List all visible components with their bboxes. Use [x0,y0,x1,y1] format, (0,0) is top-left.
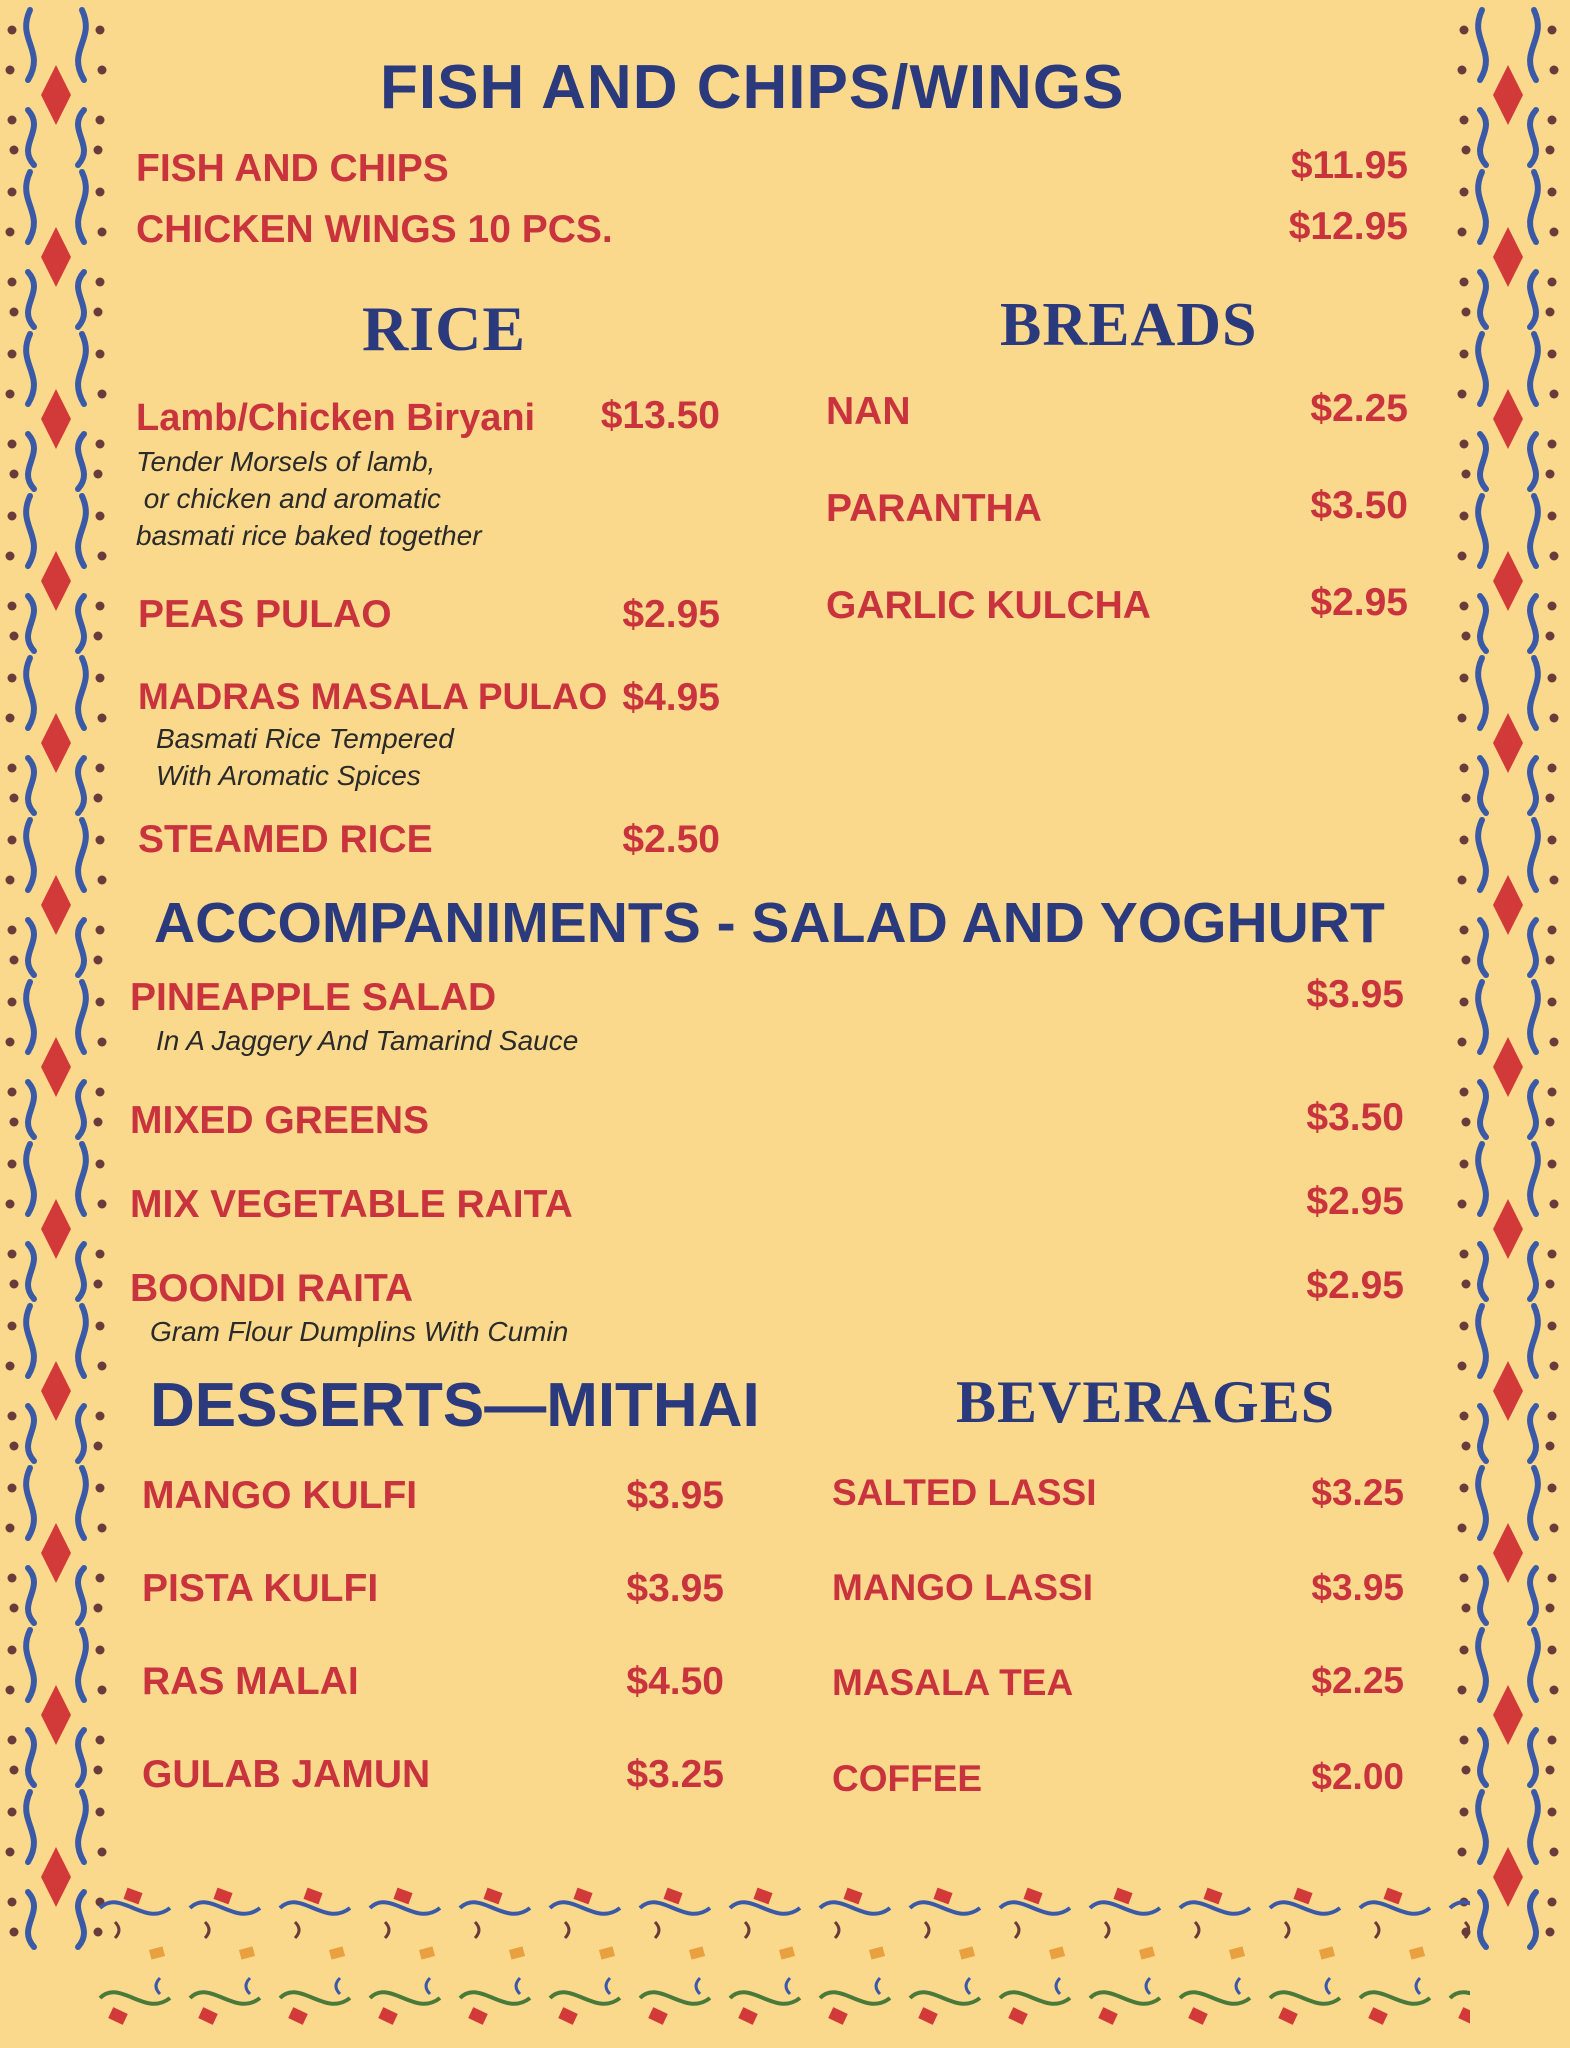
accompaniments-heading: ACCOMPANIMENTS - SALAD AND YOGHURT [154,891,1385,955]
border-motif [1458,820,1559,975]
fish-and-chips-heading: FISH AND CHIPS/WINGS [380,53,1125,122]
border-motif [820,1888,890,2025]
menu-item-name: SALTED LASSI [832,1472,1097,1513]
border-motif [1458,982,1559,1137]
menu-item-price: $2.00 [1311,1756,1404,1797]
menu-item-price: $12.95 [1288,205,1408,248]
menu-item-description: Basmati Rice Tempered With Aromatic Spices [156,723,454,791]
menu-item-description: Gram Flour Dumplins With Cumin [150,1316,569,1347]
menu-item-price: $3.50 [1310,484,1408,527]
menu-item-name: COFFEE [832,1758,983,1799]
border-motif [100,1888,170,2025]
border-motif [1458,1144,1559,1299]
border-motif [910,1888,980,2025]
menu-item-price: $4.95 [622,676,720,719]
menu-item-name: RAS MALAI [142,1660,359,1703]
menu-item-name: PEAS PULAO [138,593,392,636]
border-motif [6,496,107,651]
border-motif [1458,658,1559,813]
menu-item-name: STEAMED RICE [138,818,433,861]
border-motif [6,820,107,975]
menu-item-price: $4.50 [626,1660,724,1703]
menu-item-name: CHICKEN WINGS 10 PCS. [136,208,613,251]
menu-item-price: $3.95 [1306,973,1404,1016]
menu-item-name: BOONDI RAITA [130,1267,414,1310]
border-motif [6,1144,107,1299]
border-motif [1090,1888,1160,2025]
menu-item-price: $3.95 [1311,1567,1404,1608]
border-motif [6,172,107,327]
border-motif [6,1630,107,1785]
menu-item-name: GULAB JAMUN [142,1753,431,1796]
border-motif [280,1888,350,2025]
border-motif [460,1888,530,2025]
menu-item-price: $3.95 [626,1474,724,1517]
border-motif [6,1468,107,1623]
border-motif [1458,496,1559,651]
menu-item-price: $3.25 [626,1753,724,1796]
border-motif [6,10,107,165]
menu-item-description: Tender Morsels of lamb, or chicken and aromatic basmati rice baked together [136,446,482,551]
border-motif [1458,1306,1559,1461]
border-motif [730,1888,800,2025]
border-motif [640,1888,710,2025]
border-motif [1458,172,1559,327]
menu-item-name: Lamb/Chicken Biryani [136,397,536,439]
border-motif [550,1888,620,2025]
menu-item-price: $2.95 [1306,1264,1404,1307]
border-motif [1458,1468,1559,1623]
border-motif [6,658,107,813]
border-motif [1360,1888,1430,2025]
menu-item-price: $11.95 [1290,144,1408,187]
border-motif [6,334,107,489]
menu-item-name: MANGO KULFI [142,1474,418,1517]
bottom-border-ornament [90,1878,1470,2038]
menu-item-description: In A Jaggery And Tamarind Sauce [156,1025,579,1056]
border-motif [190,1888,260,2025]
menu-item-price: $2.95 [622,593,720,636]
left-border-ornament [0,0,112,2048]
border-motif [1458,334,1559,489]
border-motif [1458,1792,1559,1947]
menu-item-name: MIXED GREENS [130,1099,430,1142]
menu-item-price: $13.50 [600,394,720,437]
beverages-heading: BEVERAGES [956,1369,1336,1435]
menu-item-price: $2.50 [622,818,720,861]
border-motif [1458,10,1559,165]
menu-item-price: $2.95 [1310,581,1408,624]
menu-item-name: MANGO LASSI [832,1567,1094,1608]
border-motif [6,1306,107,1461]
border-motif [1270,1888,1340,2025]
border-motif [370,1888,440,2025]
menu-item-name: PISTA KULFI [142,1567,379,1610]
menu-item-name: MASALA TEA [832,1662,1074,1703]
menu-item-price: $2.95 [1306,1180,1404,1223]
menu-item-name: GARLIC KULCHA [826,584,1151,627]
border-motif [1450,1888,1470,2025]
menu-item-name: PARANTHA [826,487,1042,530]
border-motif [1458,1630,1559,1785]
right-border-ornament [1446,0,1570,2048]
menu-item-price: $3.50 [1306,1096,1404,1139]
border-motif [1000,1888,1070,2025]
menu-item-price: $3.25 [1311,1472,1404,1513]
border-motif [6,982,107,1137]
border-motif [1180,1888,1250,2025]
menu-item-name: FISH AND CHIPS [136,147,449,190]
rice-heading: RICE [362,293,527,364]
desserts-heading: DESSERTS—MITHAI [150,1371,760,1440]
menu-item-name: PINEAPPLE SALAD [130,976,497,1019]
menu-item-name: NAN [826,390,911,433]
breads-heading: BREADS [1000,291,1258,359]
menu-item-price: $3.95 [626,1567,724,1610]
menu-item-price: $2.25 [1311,1660,1404,1701]
menu-item-price: $2.25 [1310,387,1408,430]
menu-item-name: MADRAS MASALA PULAO [138,676,608,717]
menu-item-name: MIX VEGETABLE RAITA [130,1183,573,1226]
